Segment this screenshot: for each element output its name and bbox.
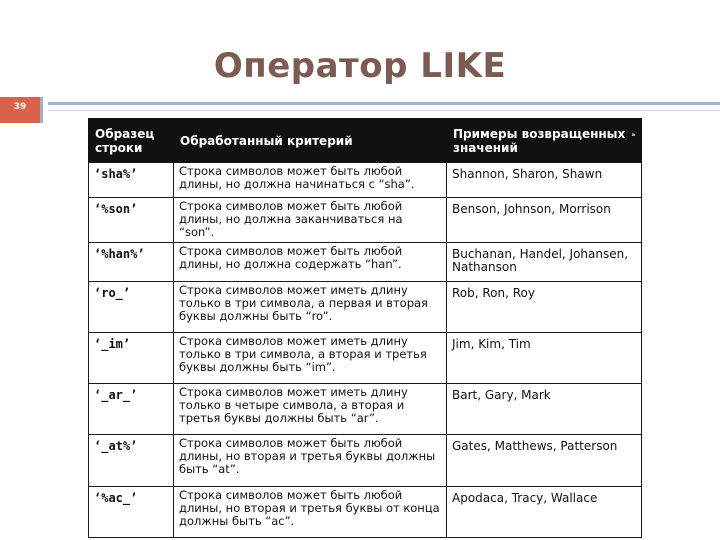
header-examples [447,119,642,163]
header-pattern: Образец строки [89,119,174,163]
row-pattern: ‘_im’ [89,333,174,384]
row-pattern: ‘_ar_’ [89,384,174,435]
table-row [89,435,642,486]
table-row [89,197,642,242]
row-examples: Bart, Gary, Mark [447,384,642,435]
row-criterion: Строка символов может быть любой длины, но должна заканчиваться на “son”. [174,197,447,242]
row-criterion: Строка символов может иметь длину только в три символа, а вторая и третья буквы должны быть “im”. [174,333,447,384]
row-criterion: Строка символов может иметь длину только в три символа, а первая и вторая буквы должны быть “ro”. [174,281,447,332]
row-pattern: ‘%son’ [89,197,174,242]
row-pattern: ‘%han%’ [89,242,174,281]
header-rule [48,102,720,105]
header-criterion: Обработанный критерий [174,119,447,163]
row-examples: Apodaca, Tracy, Wallace [447,486,642,537]
like-patterns-table [88,118,642,538]
slide-number: 39 [0,97,40,123]
row-pattern: ‘_at%’ [89,435,174,486]
table-row [89,163,642,198]
table-row [89,486,642,537]
row-examples: Buchanan, Handel, Johansen, Nathanson [447,242,642,281]
table-row [89,242,642,281]
row-pattern: ‘ro_’ [89,281,174,332]
header-rule-accent [40,97,43,123]
row-criterion: Строка символов может быть любой длины, но вторая и третья буквы должны быть “at”. [174,435,447,486]
table-row [89,333,642,384]
table-header-row [89,119,642,163]
table-row [89,281,642,332]
row-examples: Shannon, Sharon, Shawn [447,163,642,198]
slide-title: Оператор LIKE [213,46,507,86]
row-criterion: Строка символов может быть любой длины, но должна начинаться с “sha”. [174,163,447,198]
table-body [89,163,642,538]
row-criterion: Строка символов может быть любой длины, но должна содержать “han”. [174,242,447,281]
row-criterion: Строка символов может быть любой длины, но вторая и третья буквы от конца должны быть “ac”. [174,486,447,537]
row-examples: Benson, Johnson, Morrison [447,197,642,242]
row-pattern: ‘sha%’ [89,163,174,198]
table-row [89,384,642,435]
header-examples-label: Примеры возвращенных значений [453,126,626,155]
row-examples: Rob, Ron, Roy [447,281,642,332]
row-criterion: Строка символов может иметь длину только в четыре символа, а вторая и третья буквы должны быть “ar”. [174,384,447,435]
row-examples: Jim, Kim, Tim [447,333,642,384]
row-pattern: ‘%ac_’ [89,486,174,537]
row-examples: Gates, Matthews, Patterson [447,435,642,486]
header-marker: ₐ [631,128,635,138]
header-rule-thin [48,110,720,111]
like-patterns-table-container [88,118,642,538]
